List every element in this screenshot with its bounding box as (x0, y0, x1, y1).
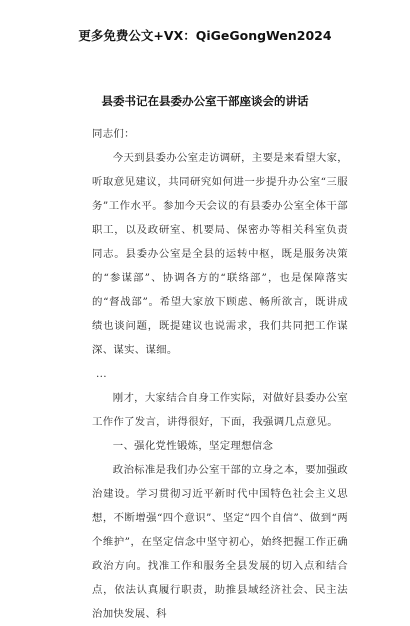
section-heading-1: 一、强化党性锻炼，坚定理想信念 (112, 440, 274, 452)
paragraph-transition: 刚才，大家结合自身工作实际，对做好县委办公室工作作了发言，讲得很好，下面，我强调几点意见。 (92, 392, 348, 428)
document-body (92, 122, 348, 626)
paragraph-section-1: 政治标准是我们办公室干部的立身之本，要加强政治建设。学习贯彻习近平新时代中国特色社会主义思想，不断增强“四个意识”、坚定“四个自信”、做到“两个维护”，在坚定信念中坚守初心，始终把握工作正确政治方向。找准工作和服务全县发展的切入点和结合点，依法认真履行职责，助推县域经济社会、民主法治加快发展、科 (92, 464, 348, 620)
greeting: 同志们： (92, 128, 135, 140)
paragraph-opening: 今天到县委办公室走访调研，主要是来看望大家，听取意见建议，共同研究如何进一步提升办公室“三服务”工作水平。参加今天会议的有县委办公室全体干部职工，以及政研室、机要局、保密办等相关科室负责同志。县委办公室是全县的运转中枢，既是服务决策的“参谋部”、协调各方的“联络部”，也是保障落实的“督战部”。希望大家放下顾虑、畅所欲言，既讲成绩也谈问题，既提建议也说需求，我们共同把工作谋深、谋实、谋细。 (92, 152, 348, 356)
document-title: 县委书记在县委办公室干部座谈会的讲话 (101, 94, 309, 108)
ellipsis: ... (96, 368, 107, 380)
watermark-header: 更多免费公文+VX：QiGeGongWen2024 (78, 28, 332, 43)
